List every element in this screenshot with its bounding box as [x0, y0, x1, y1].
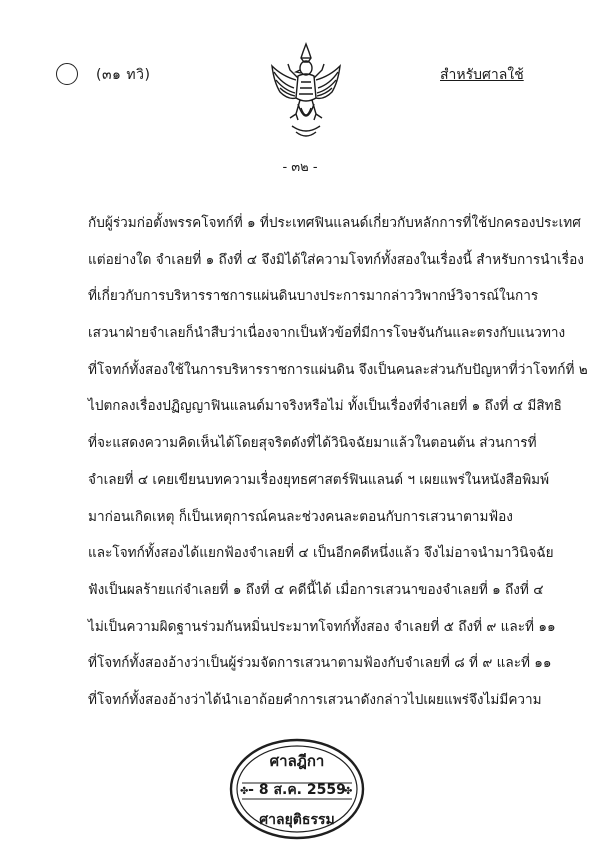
garuda-emblem-icon — [268, 42, 344, 142]
body-text — [88, 205, 588, 719]
stamp-court-name: ศาลฎีกา — [269, 752, 325, 770]
text-line: มาก่อนเกิดเหตุ ก็เป็นเหตุการณ์คนละช่วงคนละตอนกับการเสวนาตามฟ้อง — [88, 508, 513, 525]
text-line: เสวนาฝ่ายจำเลยก็นำสืบว่าเนื่องจากเป็นหัวข้อที่มีการโจษจันกันและตรงกับแนวทาง — [88, 325, 566, 342]
stamp-date: - 8 ส.ค. 2559 — [248, 782, 346, 798]
svg-text:✤: ✤ — [344, 786, 353, 797]
page-number: - ๓๒ - — [282, 160, 318, 175]
text-line: ไปตกลงเรื่องปฏิญญาฟินแลนด์มาจริงหรือไม่ ทั้งเป็นเรื่องที่จำเลยที่ ๑ ถึงที่ ๔ มีสิทธิ — [88, 398, 562, 415]
circle-mark — [56, 63, 78, 85]
text-line: และโจทก์ทั้งสองได้แยกฟ้องจำเลยที่ ๔ เป็นอีกคดีหนึ่งแล้ว จึงไม่อาจนำมาวินิจฉัย — [88, 545, 554, 562]
text-line: ที่จะแสดงความคิดเห็นได้โดยสุจริตดังที่ได้วินิจฉัยมาแล้วในตอนต้น ส่วนการที่ — [88, 435, 537, 452]
text-line: ฟังเป็นผลร้ายแก่จำเลยที่ ๑ ถึงที่ ๔ คดีนี้ได้ เมื่อการเสวนาของจำเลยที่ ๑ ถึงที่ ๔ — [88, 581, 544, 598]
text-line: ที่โจทก์ทั้งสองอ้างว่าได้นำเอาถ้อยคำการเสวนาดังกล่าวไปเผยแพร่จึงไม่มีความ — [88, 691, 542, 708]
form-code: (๓๑ ทวิ) — [96, 67, 151, 83]
text-line: กับผู้ร่วมก่อตั้งพรรคโจทก์ที่ ๑ ที่ประเทศฟินแลนด์เกี่ยวกับหลักการที่ใช้ปกครองประเทศ — [88, 215, 581, 231]
text-line: ที่โจทก์ทั้งสองอ้างว่าเป็นผู้ร่วมจัดการเสวนาตามฟ้องกับจำเลยที่ ๘ ที่ ๙ และที่ ๑๑ — [88, 655, 552, 672]
stamp-justice: ศาลยุติธรรม — [259, 812, 335, 828]
svg-text:✤: ✤ — [240, 786, 249, 797]
text-line: ไม่เป็นความผิดฐานร่วมกันหมิ่นประมาทโจทก์ทั้งสอง จำเลยที่ ๕ ถึงที่ ๙ และที่ ๑๑ — [88, 618, 556, 635]
court-use-label: สำหรับศาลใช้ — [440, 67, 524, 83]
text-line: แต่อย่างใด จำเลยที่ ๑ ถึงที่ ๔ จึงมิได้ใส่ความโจทก์ทั้งสองในเรื่องนี้ สำหรับการนำเรื่อง — [88, 251, 584, 268]
court-stamp — [228, 737, 366, 841]
text-line: จำเลยที่ ๔ เคยเขียนบทความเรื่องยุทธศาสตร์ฟินแลนด์ ฯ เผยแพร่ในหนังสือพิมพ์ — [88, 471, 550, 488]
text-line: ที่โจทก์ทั้งสองใช้ในการบริหารราชการแผ่นดิน จึงเป็นคนละส่วนกับปัญหาที่ว่าโจทก์ที่ ๒ — [88, 361, 588, 378]
text-line: ที่เกี่ยวกับการบริหารราชการแผ่นดินบางประการมากล่าววิพากษ์วิจารณ์ในการ — [88, 288, 539, 305]
